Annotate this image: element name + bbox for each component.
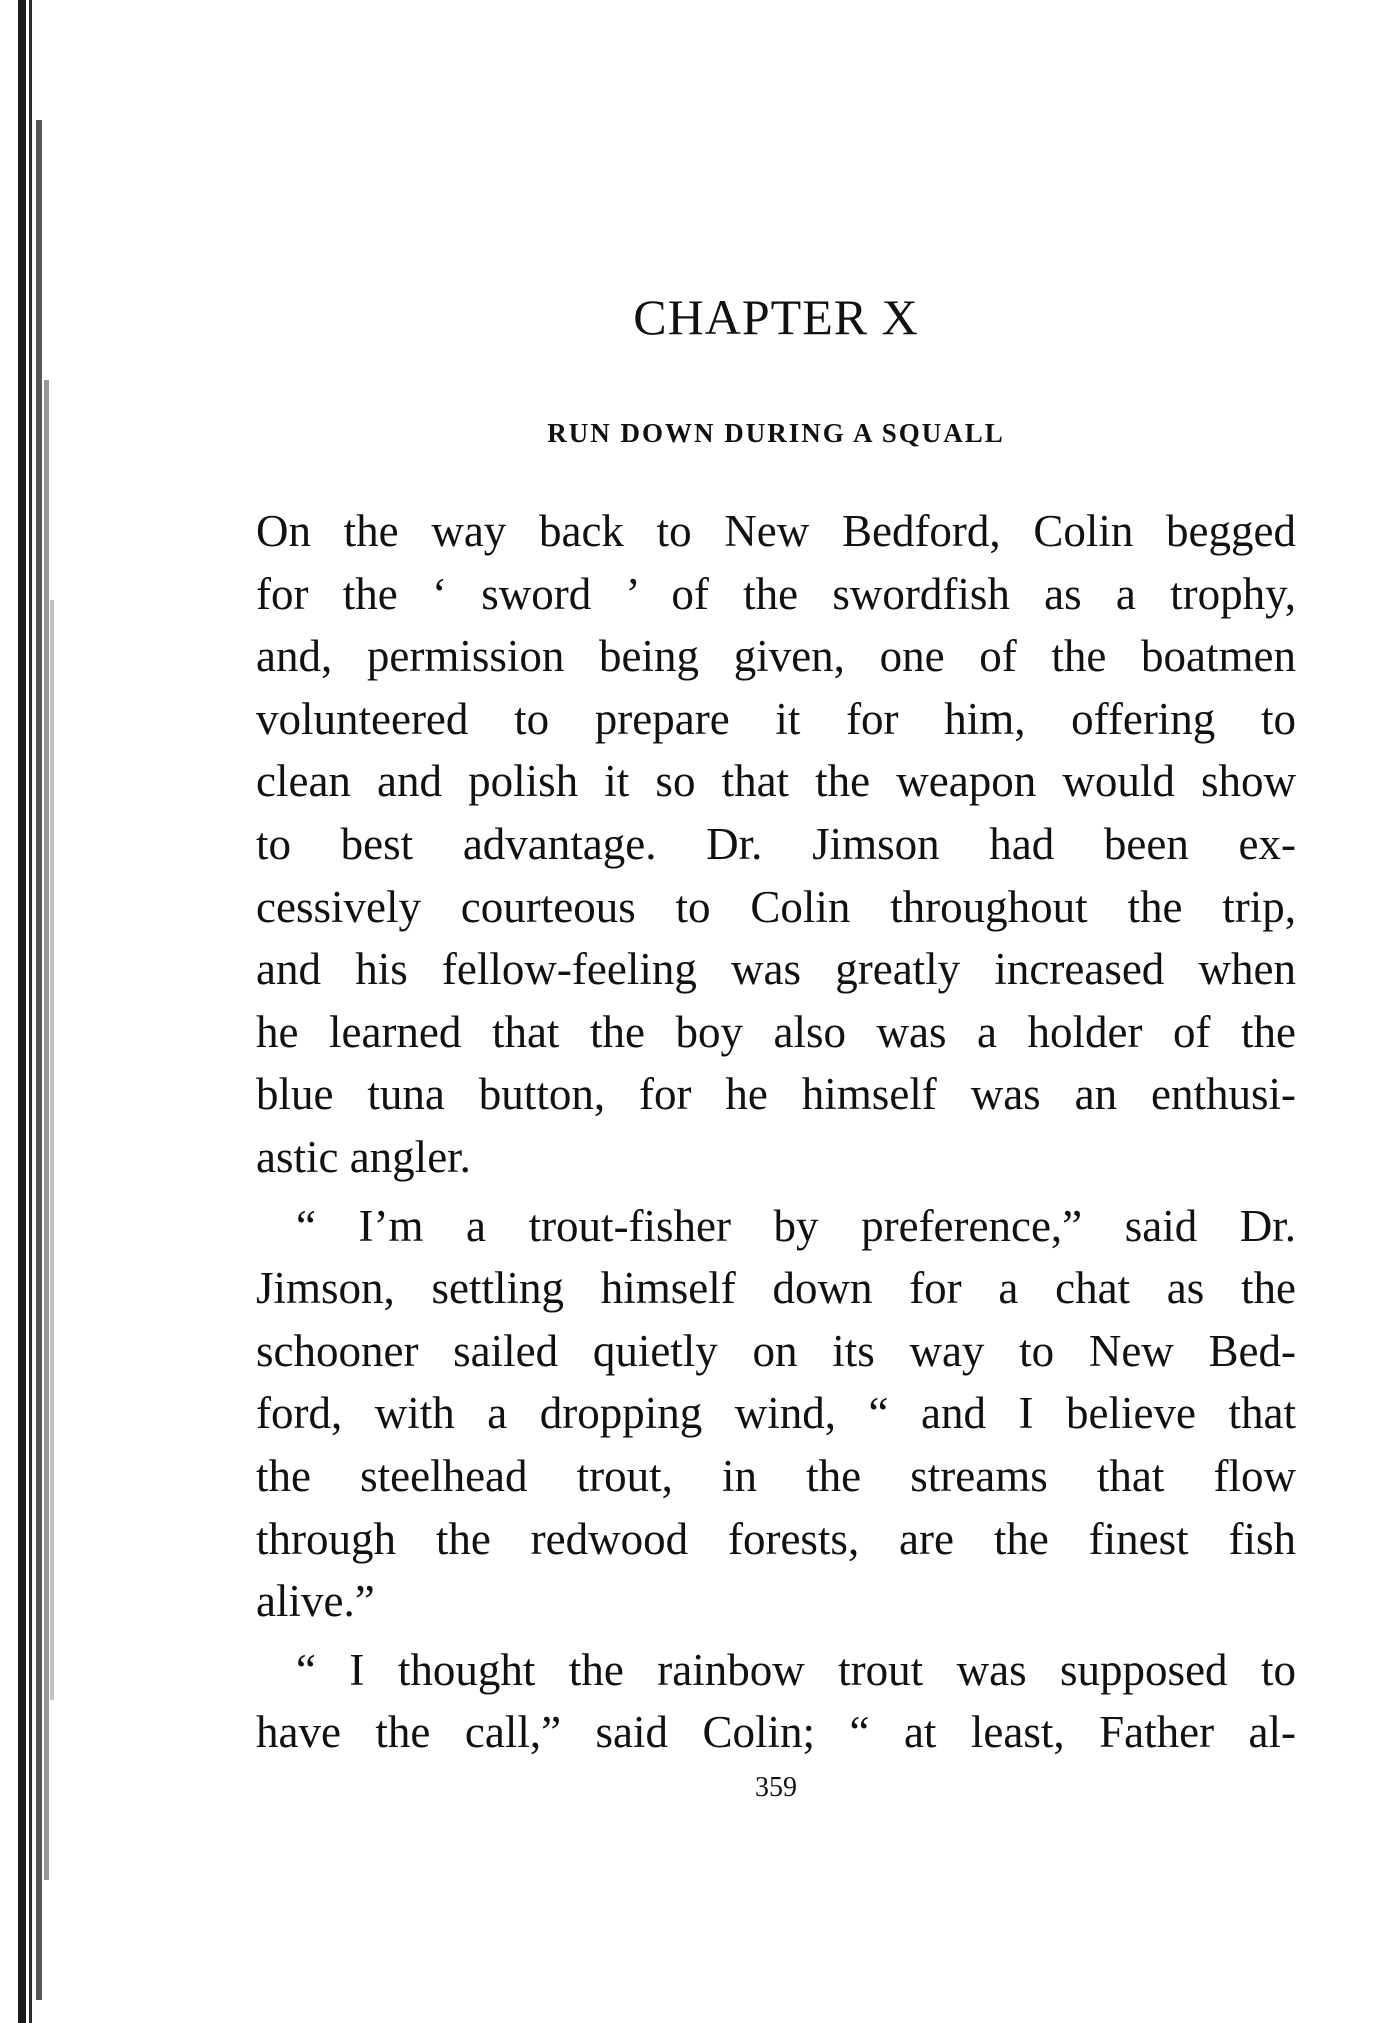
- text-line: through the redwood forests, are the finest fish: [256, 1513, 1296, 1564]
- text-line: ford, with a dropping wind, “ and I believe that: [256, 1388, 1296, 1439]
- text-line: for the ‘ sword ’ of the swordfish as a trophy,: [256, 568, 1296, 619]
- chapter-subtitle: RUN DOWN DURING A SQUALL: [547, 418, 1005, 448]
- text-line: and his fellow-feeling was greatly increased when: [256, 944, 1296, 995]
- page-number: 359: [755, 1772, 797, 1803]
- text-line: clean and polish it so that the weapon would show: [256, 756, 1296, 807]
- paragraph: [256, 500, 1296, 1189]
- body-text: [256, 500, 1296, 1764]
- text-line: blue tuna button, for he himself was an enthusi-: [256, 1069, 1296, 1120]
- chapter-title: CHAPTER X: [633, 289, 919, 345]
- text-line: and, permission being given, one of the boatmen: [256, 631, 1296, 682]
- text-line: the steelhead trout, in the streams that flow: [256, 1450, 1296, 1501]
- paragraph: [256, 1195, 1296, 1633]
- text-line: volunteered to prepare it for him, offering to: [256, 693, 1296, 744]
- text-line: astic angler.: [256, 1131, 471, 1182]
- text-line: Jimson, settling himself down for a chat as the: [256, 1263, 1296, 1314]
- text-line: alive.”: [256, 1576, 375, 1627]
- text-line: “ I thought the rainbow trout was supposed to: [296, 1644, 1296, 1695]
- text-line: “ I’m a trout-fisher by preference,” said Dr.: [296, 1200, 1296, 1251]
- paragraph: [256, 1639, 1296, 1764]
- text-line: have the call,” said Colin; “ at least, Father al-: [256, 1707, 1296, 1758]
- book-binding-edge: [14, 0, 58, 2023]
- text-line: he learned that the boy also was a holder of the: [256, 1006, 1296, 1057]
- book-page: [256, 0, 1296, 2023]
- text-line: schooner sailed quietly on its way to New Bed-: [256, 1325, 1296, 1376]
- text-line: cessively courteous to Colin throughout the trip,: [256, 881, 1296, 932]
- text-line: to best advantage. Dr. Jimson had been ex-: [256, 818, 1296, 869]
- text-line: On the way back to New Bedford, Colin begged: [256, 506, 1296, 556]
